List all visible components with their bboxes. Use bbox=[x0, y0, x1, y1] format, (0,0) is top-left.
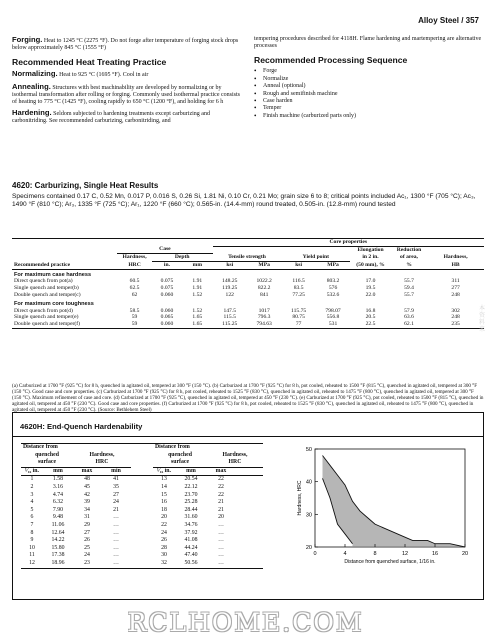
table-cell: 20.54 bbox=[184, 476, 198, 483]
depth-header: Depth bbox=[152, 254, 213, 262]
carburizing-footnote: (a) Carburized at 1700 °F (925 °C) for 8 h, quenched in agitated oil, tempered at 300 °F (150 °C). (b) Carburized at 1700 °F (925 °C) for 8 h, pot cooled, reheated to 1500 °F (815 °C), quenched in agitated oil, tempered at 300 °F (150 °C). Good case and core properties. (c) Carburized at 1700 °F (925 °C) for 8 h, pot cooled, reheated to 1525 °F (830 °C), quenched in agitated oil, reheated to 1475 °F (800 °C), quenched in agitated oil, tempered at 300 °F (150 °C). Maximum refinement of case and core. (d) Carburized at 1700 °F (925 °C), quenched in agitated oil, tempered at 450 °F (230 °C). (e) Carburized at 1700 °F (925 °C), pot cooled, reheated to 1500 °F (815 °C), quenched in agitated oil, tempered at 450 °F (230 °C). Good case and core properties. (f) Carburized at 1700 °F (925 °C) for 8 h, pot cooled, reheated to 1525 °F (830 °C), quenched in agitated oil, reheated to 1475 °F (800 °C), quenched in agitated oil, tempered at 450 °F (230 °C). (Source: Bethlehem Steel) bbox=[12, 383, 484, 414]
carburizing-table-title: 4620: Carburizing, Single Heat Results bbox=[12, 181, 159, 190]
table-cell: 31.60 bbox=[184, 514, 198, 521]
table-cell: 13 bbox=[161, 476, 167, 483]
annealing-paragraph bbox=[12, 83, 242, 107]
yield-mpa-unit: MPa bbox=[316, 261, 350, 269]
core-properties-group: Core properties bbox=[213, 239, 484, 247]
sequence-item: • Case harden bbox=[254, 98, 482, 105]
case-header: Case bbox=[117, 246, 212, 253]
table-cell bbox=[235, 499, 263, 507]
table-cell: 16.8 bbox=[365, 307, 376, 314]
table-cell: 841 bbox=[259, 292, 269, 299]
table-cell: 822.2 bbox=[257, 285, 271, 292]
table-cell: 4 bbox=[30, 499, 34, 506]
table-cell: 22.0 bbox=[365, 292, 376, 299]
table-cell: 532.6 bbox=[326, 292, 340, 299]
table-cell: 794.63 bbox=[247, 321, 281, 328]
table-cell: 0.060 bbox=[152, 321, 182, 328]
table-cell: 248 bbox=[451, 292, 460, 299]
table-cell: 22.12 bbox=[184, 483, 198, 490]
table-cell bbox=[131, 507, 153, 515]
reduction-header: Reduction bbox=[396, 246, 422, 253]
table-cell: 0.060 bbox=[160, 307, 174, 314]
table-cell: 115.5 bbox=[223, 314, 236, 321]
table-cell: … bbox=[101, 560, 131, 568]
practice-cell: Double quench and temper(c) bbox=[14, 292, 81, 299]
table-row bbox=[21, 560, 263, 568]
table-cell bbox=[131, 492, 153, 500]
hardness-header-right: Hardness, bbox=[222, 451, 248, 458]
table-cell: 22 bbox=[161, 521, 167, 528]
table-cell bbox=[235, 476, 263, 484]
table-cell: 9.48 bbox=[52, 514, 64, 521]
table-cell: 6.32 bbox=[52, 499, 64, 506]
table-cell bbox=[235, 552, 263, 560]
table-cell: 26 bbox=[84, 537, 90, 544]
table-cell bbox=[131, 560, 153, 568]
table-row bbox=[21, 537, 263, 545]
table-cell: 17.0 bbox=[365, 278, 376, 285]
x-tick-label: 4 bbox=[343, 551, 347, 557]
table-cell: 115.25 bbox=[213, 321, 247, 328]
table-cell: 1.65 bbox=[192, 314, 203, 321]
table-cell: 14.22 bbox=[51, 537, 65, 544]
table-cell: … bbox=[113, 537, 119, 544]
y-tick-label: 30 bbox=[305, 512, 312, 519]
table-cell: 11 bbox=[29, 552, 35, 559]
tensile-header: Tensile strength bbox=[213, 254, 282, 262]
table-cell: 21 bbox=[218, 506, 224, 513]
table-cell bbox=[235, 560, 263, 568]
table-cell: 59.4 bbox=[404, 285, 414, 292]
hb-unit: HB bbox=[427, 261, 484, 269]
quenched-header: quenched bbox=[35, 451, 59, 458]
table-cell: 35 bbox=[113, 483, 119, 490]
table-cell: 21 bbox=[113, 506, 119, 513]
x-axis-label: Distance from quenched surface, 1/16 in. bbox=[344, 559, 436, 565]
table-cell: 58.5 bbox=[129, 307, 140, 314]
table-cell: 1.52 bbox=[192, 292, 203, 299]
table-cell: 37.92 bbox=[184, 529, 198, 536]
x-tick-label: 8 bbox=[373, 551, 377, 557]
y-axis-label: Hardness, HRC bbox=[297, 480, 303, 516]
table-row bbox=[21, 499, 263, 507]
table-cell: … bbox=[113, 514, 119, 521]
table-cell: 25.28 bbox=[184, 499, 198, 506]
table-cell: 12 bbox=[21, 560, 43, 568]
table-row bbox=[21, 507, 263, 515]
table-cell: … bbox=[113, 521, 119, 528]
table-cell bbox=[131, 522, 153, 530]
table-cell: 147.5 bbox=[223, 307, 237, 314]
table-cell: 55.7 bbox=[404, 278, 414, 285]
table-cell: 16 bbox=[161, 499, 167, 506]
hardenability-band bbox=[323, 456, 466, 547]
table-cell: 798.07 bbox=[325, 307, 341, 314]
table-cell bbox=[235, 484, 263, 492]
table-cell bbox=[131, 537, 153, 545]
sixteenth-unit: ¹⁄₁₆ in. bbox=[21, 467, 43, 476]
table-cell: 45 bbox=[84, 483, 90, 490]
table-cell: 24 bbox=[161, 529, 167, 536]
x-tick-label: 16 bbox=[431, 551, 439, 557]
sequence-item: • Anneal (optional) bbox=[254, 83, 482, 90]
normalizing-text: Heat to 925 °C (1695 °F). Cool in air bbox=[57, 72, 149, 79]
table-cell: 248 bbox=[451, 314, 460, 321]
table-cell: 12.64 bbox=[51, 529, 65, 536]
hardening-runin: Hardening. bbox=[12, 108, 52, 118]
table-row bbox=[21, 492, 263, 500]
table-cell: 59 bbox=[117, 321, 151, 328]
sequence-item: • Temper bbox=[254, 105, 482, 112]
practice-cell: Double quench and temper(f) bbox=[12, 321, 117, 328]
table-cell: 115.75 bbox=[291, 307, 307, 314]
side-watermark: 本资料来 bbox=[479, 306, 486, 333]
table-cell: 2 bbox=[30, 483, 34, 490]
yield-ksi-unit: ksi bbox=[281, 261, 315, 269]
table-cell: … bbox=[113, 544, 119, 551]
table-cell: … bbox=[218, 552, 224, 559]
table-cell: 63.6 bbox=[404, 314, 414, 321]
table-cell: 42 bbox=[84, 491, 90, 498]
sequence-item: • Normalize bbox=[254, 76, 482, 83]
table-row bbox=[21, 552, 263, 560]
hardening-paragraph bbox=[12, 109, 242, 125]
table-cell: 77 bbox=[281, 321, 315, 328]
normalizing-paragraph bbox=[12, 70, 242, 79]
table-cell: 31 bbox=[84, 514, 90, 521]
table-cell: 11.06 bbox=[51, 521, 65, 528]
table-cell: 122 bbox=[225, 292, 234, 299]
table-cell: 6 bbox=[30, 514, 34, 521]
y-tick-label: 50 bbox=[305, 447, 312, 453]
y-tick-label: 20 bbox=[305, 545, 312, 551]
elongation-unit: (50 mm), % bbox=[350, 261, 391, 269]
table-cell bbox=[131, 552, 153, 560]
table-cell: 1 bbox=[30, 476, 34, 483]
left-column bbox=[12, 36, 242, 129]
min-header: min bbox=[101, 467, 131, 476]
table-cell: 148.25 bbox=[222, 278, 238, 285]
x-tick-label: 0 bbox=[313, 551, 317, 557]
surface-header-right: surface bbox=[153, 459, 207, 467]
distance-header: Distance from bbox=[23, 444, 58, 450]
table-cell: 15 bbox=[161, 491, 167, 498]
table-cell: 14 bbox=[161, 483, 167, 490]
hardening-text: Seldom subjected to hardening treatments except carburizing and carbonitriding. See recommended carburizing, carbonitriding, and bbox=[12, 111, 210, 125]
table-cell bbox=[131, 476, 153, 484]
table-cell: 26 bbox=[161, 537, 167, 544]
table-cell: 4.74 bbox=[52, 491, 64, 498]
table-cell: 28.44 bbox=[184, 506, 198, 513]
table-cell: 22 bbox=[218, 483, 224, 490]
hardenability-chart bbox=[293, 439, 478, 579]
table-cell: … bbox=[113, 552, 119, 559]
surface-header: surface bbox=[21, 459, 73, 467]
hardenability-table bbox=[21, 443, 263, 569]
table-cell: 27 bbox=[84, 529, 90, 536]
table-cell: 7 bbox=[30, 521, 34, 528]
table-cell: 19.5 bbox=[365, 285, 376, 292]
mm-unit: mm bbox=[43, 467, 73, 476]
table-cell: 1017 bbox=[258, 307, 270, 314]
table-cell: 32 bbox=[153, 560, 175, 568]
table-cell: 803.2 bbox=[326, 278, 340, 285]
table-cell: 1.65 bbox=[182, 321, 212, 328]
tempering-continuation: tempering procedures described for 4118H. Flame hardening and martempering are alternative processes bbox=[254, 36, 482, 50]
table-cell: 41 bbox=[113, 476, 119, 483]
running-head: Alloy Steel / 357 bbox=[418, 16, 479, 25]
max-header: max bbox=[73, 467, 101, 476]
table-cell: … bbox=[218, 537, 224, 544]
table-cell: 1.91 bbox=[192, 278, 203, 285]
table-cell: 796.3 bbox=[257, 314, 271, 321]
table-row bbox=[21, 545, 263, 553]
table-cell: 29 bbox=[84, 521, 90, 528]
table-cell: 116.5 bbox=[292, 278, 305, 285]
section-heading: For maximum core toughness bbox=[14, 300, 94, 307]
table-cell: 22 bbox=[218, 476, 224, 483]
hardness-header: Hardness, bbox=[89, 451, 115, 458]
table-cell: 21 bbox=[218, 499, 224, 506]
table-cell: 23.70 bbox=[184, 491, 198, 498]
table-cell: 311 bbox=[451, 278, 460, 285]
depth-in-unit: in. bbox=[152, 261, 182, 269]
table-cell: 0.065 bbox=[160, 314, 174, 321]
table-cell: 0.075 bbox=[160, 278, 174, 285]
table-cell: … bbox=[218, 544, 224, 551]
table-row bbox=[21, 530, 263, 538]
table-cell: 531 bbox=[316, 321, 350, 328]
table-cell: 18 bbox=[161, 506, 167, 513]
quenched-header-right: quenched bbox=[168, 451, 192, 458]
table-row bbox=[21, 522, 263, 530]
table-cell: 9 bbox=[30, 537, 34, 544]
annealing-text: Structures with best machinability are developed by normalizing or by isothermal transformation after rolling or forging. Commonly used isothermal practice consists of heating to 775 °C (1425 °F), cooling rapidly to 650 °C (1200 °F), and holding for 6 h bbox=[12, 84, 241, 106]
yield-header: Yield point bbox=[281, 254, 350, 262]
table-cell: 24 bbox=[84, 552, 90, 559]
core-hardness-header: Hardness, bbox=[443, 254, 468, 261]
table-cell: 27 bbox=[113, 491, 119, 498]
table-cell bbox=[131, 514, 153, 522]
hrc-unit: HRC bbox=[117, 261, 151, 269]
divider bbox=[13, 436, 483, 437]
sequence-item: • Rough and semifinish machine bbox=[254, 91, 482, 98]
table-cell: 0.075 bbox=[160, 285, 174, 292]
table-cell: 48 bbox=[84, 476, 90, 483]
table-cell: 7.90 bbox=[52, 506, 64, 513]
elongation-sub-header: in 2 in. bbox=[362, 254, 379, 261]
table-cell: 55.7 bbox=[404, 292, 414, 299]
depth-mm-unit: mm bbox=[182, 261, 212, 269]
practice-header: Recommended practice bbox=[12, 261, 117, 269]
hrc-header: HRC bbox=[73, 459, 131, 467]
table-cell: 50.56 bbox=[175, 560, 207, 568]
table-cell bbox=[235, 537, 263, 545]
forging-paragraph bbox=[12, 36, 242, 52]
table-row bbox=[21, 514, 263, 522]
sequence-item: • Forge bbox=[254, 68, 482, 75]
table-cell: 28 bbox=[161, 544, 167, 551]
table-cell: 59 bbox=[131, 314, 138, 321]
table-cell: … bbox=[207, 560, 235, 568]
table-cell: … bbox=[113, 529, 119, 536]
forging-text: Heat to 1245 °C (2275 °F). Do not forge after temperature of forging stock drops below approximately 845 °C (1555 °F) bbox=[12, 38, 239, 52]
table-cell: 57.9 bbox=[404, 307, 414, 314]
table-cell: 119.25 bbox=[222, 285, 238, 292]
table-cell: 24 bbox=[113, 499, 119, 506]
table-cell: 60.5 bbox=[129, 278, 140, 285]
table-cell: 1022.2 bbox=[256, 278, 272, 285]
table-cell bbox=[131, 499, 153, 507]
carburizing-results-table bbox=[12, 238, 484, 329]
sixteenth-unit-right: ¹⁄₁₆ in. bbox=[153, 467, 175, 476]
site-watermark: RCLHOME.COM bbox=[127, 608, 364, 637]
table-cell: 17.38 bbox=[51, 552, 65, 559]
table-cell: 47.40 bbox=[184, 552, 198, 559]
distance-header-right: Distance from bbox=[155, 444, 190, 450]
table-cell bbox=[131, 530, 153, 538]
table-cell bbox=[235, 514, 263, 522]
tensile-ksi-unit: ksi bbox=[213, 261, 247, 269]
table-cell: 1.52 bbox=[192, 307, 203, 314]
table-cell: 20 bbox=[218, 514, 224, 521]
table-cell: 23 bbox=[73, 560, 101, 568]
table-cell: 0.060 bbox=[160, 292, 174, 299]
table-cell: 302 bbox=[451, 307, 460, 314]
case-hardness-header: Hardness, bbox=[122, 254, 147, 261]
mm-unit-right: mm bbox=[175, 467, 207, 476]
table-cell: 77.25 bbox=[292, 292, 305, 299]
practice-cell: Single quench and temper(b) bbox=[14, 285, 79, 292]
table-cell: 25 bbox=[84, 544, 90, 551]
section-heading: For maximum case hardness bbox=[14, 271, 92, 278]
table-cell: 277 bbox=[451, 285, 460, 292]
hardenability-title: 4620H: End-Quench Hardenability bbox=[20, 422, 143, 431]
table-cell: 10 bbox=[29, 544, 35, 551]
tensile-mpa-unit: MPa bbox=[247, 261, 281, 269]
x-tick-label: 20 bbox=[461, 551, 469, 557]
table-cell: 39 bbox=[84, 499, 90, 506]
table-cell bbox=[235, 522, 263, 530]
table-cell: 20 bbox=[161, 514, 167, 521]
table-cell: … bbox=[218, 529, 224, 536]
table-cell: 22.5 bbox=[350, 321, 391, 328]
table-cell: 80.75 bbox=[292, 314, 305, 321]
table-cell: 22 bbox=[218, 491, 224, 498]
table-cell: 1.91 bbox=[192, 285, 203, 292]
table-cell: 15.80 bbox=[51, 544, 65, 551]
table-cell: 41.08 bbox=[184, 537, 198, 544]
sequence-item: • Finish machine (carburized parts only) bbox=[254, 113, 482, 120]
table-cell: 30 bbox=[161, 552, 167, 559]
max-header-right: max bbox=[207, 467, 235, 476]
table-cell bbox=[235, 530, 263, 538]
practice-cell: Direct quench from pot(d) bbox=[14, 307, 73, 314]
table-cell: 1.58 bbox=[52, 476, 64, 483]
table-cell: 20.5 bbox=[365, 314, 376, 321]
table-cell: … bbox=[218, 521, 224, 528]
table-cell: 8 bbox=[30, 529, 34, 536]
table-cell: 34.76 bbox=[184, 521, 198, 528]
table-cell: 3 bbox=[30, 491, 34, 498]
table-cell bbox=[131, 545, 153, 553]
table-cell: 576 bbox=[328, 285, 338, 292]
of-area-header: of area, bbox=[400, 254, 418, 261]
hardenability-box bbox=[12, 412, 484, 600]
normalizing-runin: Normalizing. bbox=[12, 69, 58, 79]
table-cell: 3.16 bbox=[52, 483, 64, 490]
table-cell: 556.8 bbox=[326, 314, 340, 321]
heat-treating-heading: Recommended Heat Treating Practice bbox=[12, 57, 167, 68]
table-cell: 44.24 bbox=[184, 544, 198, 551]
table-cell: 34 bbox=[84, 506, 90, 513]
table-cell bbox=[131, 484, 153, 492]
hrc-header-right: HRC bbox=[207, 459, 263, 467]
right-column bbox=[254, 36, 482, 120]
processing-heading: Recommended Processing Sequence bbox=[254, 55, 408, 66]
table-cell: 235 bbox=[427, 321, 484, 328]
processing-sequence-list bbox=[254, 68, 482, 120]
table-row bbox=[21, 484, 263, 492]
y-tick-label: 40 bbox=[305, 479, 312, 486]
carburizing-table-caption: Specimens contained 0.17 C, 0.52 Mn, 0.017 P, 0.016 S, 0.26 Si, 1.81 Ni, 0.10 Cr, 0.21 Mo; grain size 6 to 8; critical points included Ac₁, 1300 °F (705 °C); Ac₃, 1490 °F (810 °C); Ar₃, 1335 °F (725 °C); Ar₁, 1220 °F (660 °C); 0.565-in. (14.4-mm) round treated, 0.505-in. (12.8-mm) round tested bbox=[12, 193, 476, 208]
table-cell: 62 bbox=[131, 292, 138, 299]
practice-cell: Direct quench from pot(a) bbox=[14, 278, 73, 285]
x-tick-label: 12 bbox=[401, 551, 409, 557]
reduction-unit: % bbox=[391, 261, 427, 269]
annealing-runin: Annealing. bbox=[12, 81, 51, 91]
table-cell: 5 bbox=[30, 506, 34, 513]
forging-runin: Forging. bbox=[12, 35, 43, 44]
elongation-header: Elongation bbox=[357, 246, 384, 253]
table-cell bbox=[235, 507, 263, 515]
table-cell: 83.5 bbox=[293, 285, 304, 292]
table-cell: 62.1 bbox=[391, 321, 427, 328]
table-row bbox=[21, 476, 263, 484]
table-cell bbox=[235, 492, 263, 500]
table-cell: 18.96 bbox=[43, 560, 73, 568]
table-cell bbox=[235, 545, 263, 553]
table-cell: 62.5 bbox=[129, 285, 140, 292]
practice-cell: Single quench and temper(e) bbox=[14, 314, 79, 321]
